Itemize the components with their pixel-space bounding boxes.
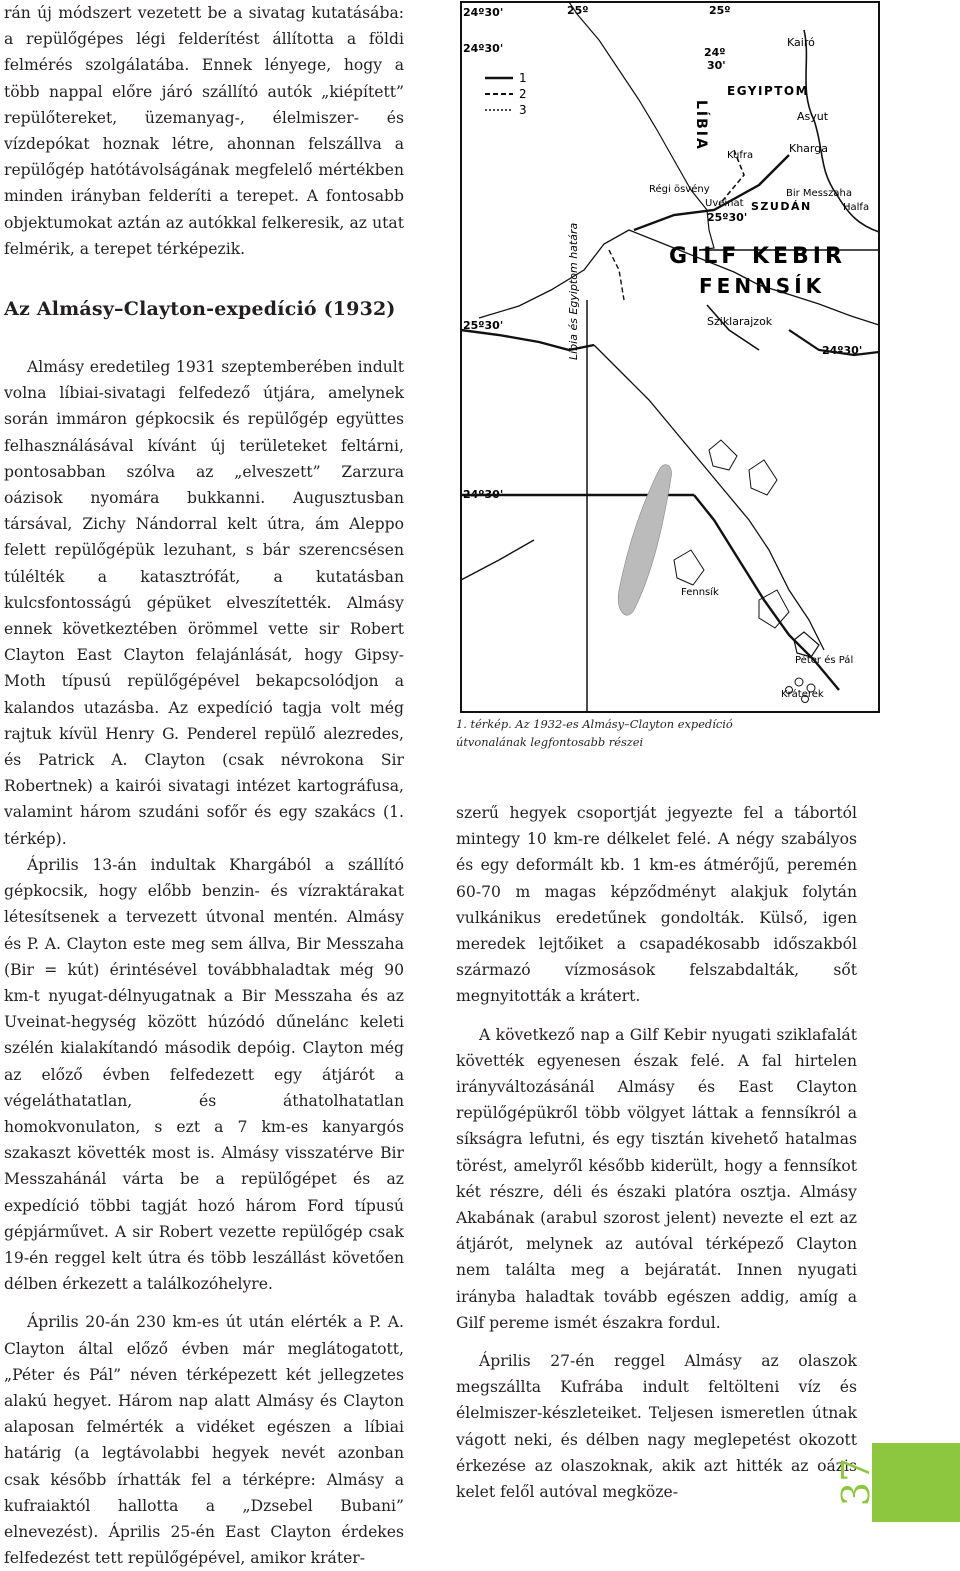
body-paragraph: Április 20-án 230 km-es út után elérték a P. A. Clayton által előző évben már meglátogatott, „Péter és Pál” néven térképezett két jellegzetes alakú hegyet. Három nap alatt Almásy és Clayton alaposan felmérték a vidéket egészen a líbiai határig (a legtávolabbi hegyek nevét azonban csak később írhatták fel a térképre: Almásy a kufraiaktól hallotta a „Dzsebel Bubani” elnevezést). Április 25-én East Clayton érdekes felfedezést tett repülőgépével, amikor kráter-: [4, 1313, 404, 1568]
legend-number: 3: [519, 103, 527, 117]
map-label-libia: LÍBIA: [693, 100, 709, 151]
map-label-uveinat: Uveinat: [705, 198, 744, 209]
coord-label: 24º30': [463, 6, 504, 19]
map-label-regi-osveny: Régi ösvény: [649, 184, 710, 195]
hill-outline: [674, 550, 704, 585]
body-paragraph: Április 13-án indultak Khargából a szállító gépkocsik, hogy előbb benzin- és vízraktárakat létesítsenek a tervezett útvonal mentén. Almásy és P. A. Clayton este meg sem állva, Bir Messzaha (Bir = kút) érintésével továbbhaladtak még 90 km-t nyugat-délnyugatnak a Bir Messzaha és az Uveinat-hegység között húzódó dűnelánc keleti szélén kialakítandó második depóig. Clayton még az előző évben felfedezett egy átjárót a végeláthatatlan, és áthatolhatatlan homokvonulaton, s ezt a 7 km-es kanyargós szakaszt követték most is. Almásy visszatérve Bir Messzahánál várta be a repülőgépet és az expedíció többi tagját hozó három Ford típusú gépjárművet. A sir Robert vezette repülőgép csak 19-én reggel kelt útra és több leszállást követően délben érkezett a találkozóhelyre.: [4, 855, 404, 1294]
map-label-asyut: Asyut: [797, 110, 829, 123]
map-label-kharga: Kharga: [789, 142, 828, 155]
coord-label: 25º30': [463, 319, 504, 332]
map-label-kraterek: Kráterek: [781, 689, 824, 700]
map-label-fennsik-small: Fennsík: [681, 587, 719, 598]
coord-label: 24º30': [822, 344, 863, 357]
hill-outline: [759, 590, 789, 628]
map-label-kairo: Kairó: [787, 36, 815, 49]
intro-paragraph: rán új módszert vezetett be a sivatag kutatásába: a repülőgépes légi felderítést állította a földi felmérés szolgálatába. Ennek lényege, hogy a több nappal előre járó szállító autók „kiépített” repülőtereket, üzemanyag-, élelmiszer- és vízdepókat hoznak létre, ahonnan felszállva a repülőgép hatótávolságának megfelelő mértékben minden irányban felderíti a terepet. A fontosabb objektumokat aztán az autókkal felkeresik, az utat felmérik, a terepet térképezik.: [4, 4, 404, 258]
map-label-sziklarajzok: Sziklarajzok: [707, 315, 773, 328]
map-label-border: Líbia és Egyiptom határa: [567, 222, 580, 360]
legend-number: 1: [519, 71, 527, 85]
page-tab: [872, 1443, 960, 1522]
crater-mark: [795, 678, 803, 686]
section-title: Az Almásy–Clayton-expedíció (1932): [4, 298, 396, 321]
map-label-kufra: Kufra: [727, 150, 754, 161]
right-column: [456, 800, 857, 1505]
expedition-map: [459, 0, 881, 714]
coord-label: 30': [707, 59, 726, 72]
map-label-halfa: Halfa: [843, 202, 870, 213]
map-label-egyiptom: EGYIPTOM: [727, 84, 810, 98]
coord-label: 24º30': [463, 42, 504, 55]
dune-field: [618, 465, 671, 615]
map-caption: [456, 715, 756, 751]
legend-number: 2: [519, 87, 527, 101]
page-number: 37: [834, 1457, 878, 1507]
body-paragraph: Április 27-én reggel Almásy az olaszok megszállta Kufrába indult feltölteni víz és élelmiszer-készleteiket. Teljesen ismeretlen útnak vágott neki, és délben nagy meglepetést okozott érkezése az olaszoknak, akik azt hitték az oázis kelet felől autóval megköze-: [456, 1352, 857, 1502]
left-column: [4, 0, 404, 1571]
route-northeast: [789, 330, 879, 355]
body-paragraph: Almásy eredetileg 1931 szeptemberében indult volna líbiai-sivatagi felfedező útjára, amelynek során immáron gépkocsik és repülőgép együttes felhasználásával kívánt új területeket feltárni, pontosabban szólva az „elveszett” Zarzura oázisok nyomára bukkanni. Augusztusban társával, Zichy Nándorral kelt útra, ám Aleppo felett repülőgépük lezuhant, s bár szerencsésen túlélték a katasztrófát, a kutatásban kulcsfontosságú gépüket elveszítették. Almásy ennek következtében örömmel vette sir Robert Clayton East Clayton felajánlását, hogy Gipsy-Moth típusú repülőgépével bekapcsolódjon a kalandos utazásba. Az expedíció tagja volt még rajtuk kívül Henry G. Penderel repülő alezredes, és Patrick A. Clayton (csak névrokona Sir Robertnek) a kairói sivatagi intézet kartográfusa, valamint három szudáni sofőr és egy szakács (1. térkép).: [4, 358, 404, 848]
body-paragraph: A következő nap a Gilf Kebir nyugati sziklafalát követték egyenesen észak felé. A fal hirtelen irányváltozásánál Almásy és East Clayton repülőgépükről több völgyet láttak a fennsíkról a síkságra lefutni, és egy tisztán kivehető hatalmas törést, amelyről később kiderült, hogy a fennsíkot két részre, déli és északi platóra osztja. Almásy Akabának (arabul szorost jelent) nevezte el ezt az átjárót, melynek az autóval térképező Clayton nem találta meg a bejáratát. Innen nyugati irányba haladtak tovább egészen addig, amíg a Gilf pereme ismét északra fordul.: [456, 1025, 857, 1332]
hill-outline: [709, 440, 737, 470]
coord-label: 25º: [709, 4, 731, 17]
map-label-bir-messzaha: Bir Messzaha: [786, 188, 852, 199]
coord-label: 25º30': [707, 211, 748, 224]
route-dashed-north: [609, 250, 624, 300]
map-caption-line: útvonalának legfontosabb részei: [456, 735, 644, 749]
body-paragraph: szerű hegyek csoportját jegyezte fel a tábortól mintegy 10 km-re délkelet felé. A négy szabályos és egy deformált kb. 1 km-es átmérőjű, peremén 60-70 m magas képződményt alakjuk folytán vulkánikus eredetűnek gondolták. Külső, igen meredek lejtőiket a csapadékosabb időszakból származó vízmosások felszabdalták, sőt megnyitották a krátert.: [456, 804, 857, 1006]
route-west-branch: [461, 540, 534, 580]
map-label-szudan: SZUDÁN: [751, 200, 812, 213]
map-caption-line: 1. térkép. Az 1932-es Almásy–Clayton expedíció: [456, 717, 733, 731]
coord-label: 25º: [567, 4, 589, 17]
map-label-peter-es-pal: Péter és Pál: [795, 655, 854, 666]
map-label-fennsik: FENNSÍK: [699, 274, 826, 298]
hill-outline: [749, 460, 777, 495]
coord-label: 24º30': [463, 488, 504, 501]
map-label-gilf-kebir: GILF KEBIR: [669, 244, 846, 269]
map-drawing: [459, 0, 881, 714]
coord-label: 24º: [704, 46, 726, 59]
